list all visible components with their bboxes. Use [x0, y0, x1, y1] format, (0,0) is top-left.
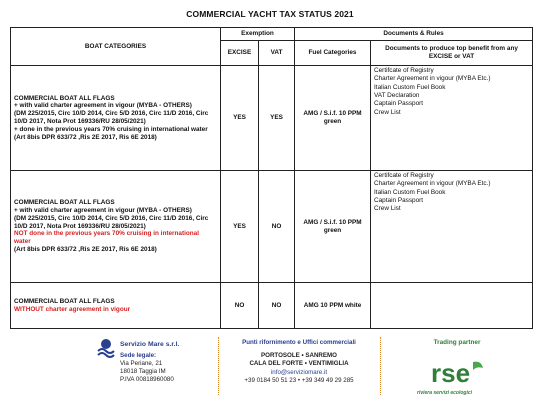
document-title: COMMERCIAL YACHT TAX STATUS 2021 [186, 9, 354, 19]
servizio-mare-logo-icon [96, 337, 116, 359]
fuel-category-cell: AMG 10 PPM white [295, 283, 371, 329]
header-exemption: Exemption [221, 28, 295, 41]
vat-cell: YES [259, 66, 295, 171]
table-row [11, 283, 533, 329]
category-line: (Art 8bis DPR 633/72 ,Ris 2E 2017, Ris 6E 2018) [14, 133, 157, 141]
category-line: + done in the previous years 70% cruising in international water [14, 125, 208, 133]
address-line-2: 18018 Taggia IM [120, 368, 166, 376]
documents-cell [371, 171, 533, 283]
boat-category-cell [11, 283, 221, 329]
category-line: WITHOUT charter agreement in vigour [14, 305, 131, 313]
document-item: Italian Custom Fuel Book [374, 83, 446, 91]
trading-partner-label: Trading partner [433, 339, 481, 346]
boat-category-cell [11, 66, 221, 171]
excise-cell: YES [221, 171, 259, 283]
phone-numbers: +39 0184 50 51 23 • +39 349 49 29 285 [244, 376, 354, 384]
document-item: Charter Agreement in vigour (MYBA Etc.) [374, 180, 491, 188]
category-line: (Art 8bis DPR 633/72 ,Ris 2E 2017, Ris 6E 2018) [14, 246, 157, 254]
table-header-row-1 [11, 28, 533, 41]
documents-cell [371, 283, 533, 329]
address-line-1: Via Periane, 21 [120, 360, 163, 368]
offices-title: Punti rifornimento e Uffici commerciali [242, 339, 356, 346]
company-name: Servizio Mare s.r.l. [120, 341, 180, 348]
header-vat: VAT [259, 41, 295, 66]
document-item: VAT Declaration [374, 91, 420, 99]
office-location-1: PORTOSOLE • SANREMO [261, 352, 337, 360]
document-item: Captain Passport [374, 100, 424, 108]
documents-cell [371, 66, 533, 171]
tax-status-table [10, 27, 533, 329]
footer [0, 335, 540, 400]
document-item: Certifcate of Registry [374, 67, 434, 74]
rse-logo-text: rse [431, 358, 471, 388]
rse-logo-icon [429, 356, 485, 388]
document-item: Italian Custom Fuel Book [374, 188, 446, 196]
partner-subtitle: riviera servizi ecologici [417, 390, 473, 396]
email-link[interactable]: info@serviziomare.it [270, 368, 328, 376]
excise-cell: NO [221, 283, 259, 329]
boat-category-cell [11, 171, 221, 283]
header-documents-rules: Documents & Rules [295, 28, 533, 41]
document-item: Captain Passport [374, 196, 424, 204]
footer-divider-left [218, 337, 219, 395]
office-location-2: CALA DEL FORTE • VENTIMIGLIA [249, 360, 349, 368]
category-line: COMMERCIAL BOAT ALL FLAGS [14, 94, 115, 102]
vat-number: P.IVA 00818960080 [120, 376, 174, 384]
category-line: (DM 225/2015, Circ 10/D 2014, Circ 5/D 2016, Circ 11/D 2016, Circ 10/D 2017, Nota Prot 169336/RU 28/05/2021) [14, 214, 209, 230]
header-boat-categories: BOAT CATEGORIES [11, 28, 221, 66]
category-line: + with valid charter agreement in vigour (MYBA - OTHERS) [14, 206, 192, 214]
trading-partner-block [382, 339, 532, 396]
excise-cell: YES [221, 66, 259, 171]
category-line: (DM 225/2015, Circ 10/D 2014, Circ 5/D 2016, Circ 11/D 2016, Circ 10/D 2017, Nota Prot 169336/RU 28/05/2021) [14, 110, 209, 125]
sede-label: Sede legale: [120, 352, 157, 359]
header-excise: EXCISE [221, 41, 259, 66]
header-fuel-categories: Fuel Categories [295, 41, 371, 66]
document-item: Charter Agreement in vigour (MYBA Etc.) [374, 75, 491, 83]
document-item: Certifcate of Registry [374, 172, 434, 179]
footer-divider-right [380, 337, 381, 395]
category-line: COMMERCIAL BOAT ALL FLAGS [14, 199, 115, 207]
fuel-category-cell: AMG / S.i.f. 10 PPM green [295, 171, 371, 283]
category-line: COMMERCIAL BOAT ALL FLAGS [14, 297, 115, 305]
document-item: Crew List [374, 205, 401, 213]
footer-offices [220, 339, 378, 385]
vat-cell: NO [259, 283, 295, 329]
table-row [11, 66, 533, 171]
category-line: NOT done in the previous years 70% cruising in international water [14, 230, 200, 246]
vat-cell: NO [259, 171, 295, 283]
document-item: Crew List [374, 108, 401, 116]
category-line: + with valid charter agreement in vigour (MYBA - OTHERS) [14, 102, 192, 110]
fuel-category-cell: AMG / S.i.f. 10 PPM green [295, 66, 371, 171]
table-row [11, 171, 533, 283]
header-documents-to-produce: Documents to produce top benefit from any EXCISE or VAT [371, 41, 533, 66]
company-address [120, 352, 174, 384]
